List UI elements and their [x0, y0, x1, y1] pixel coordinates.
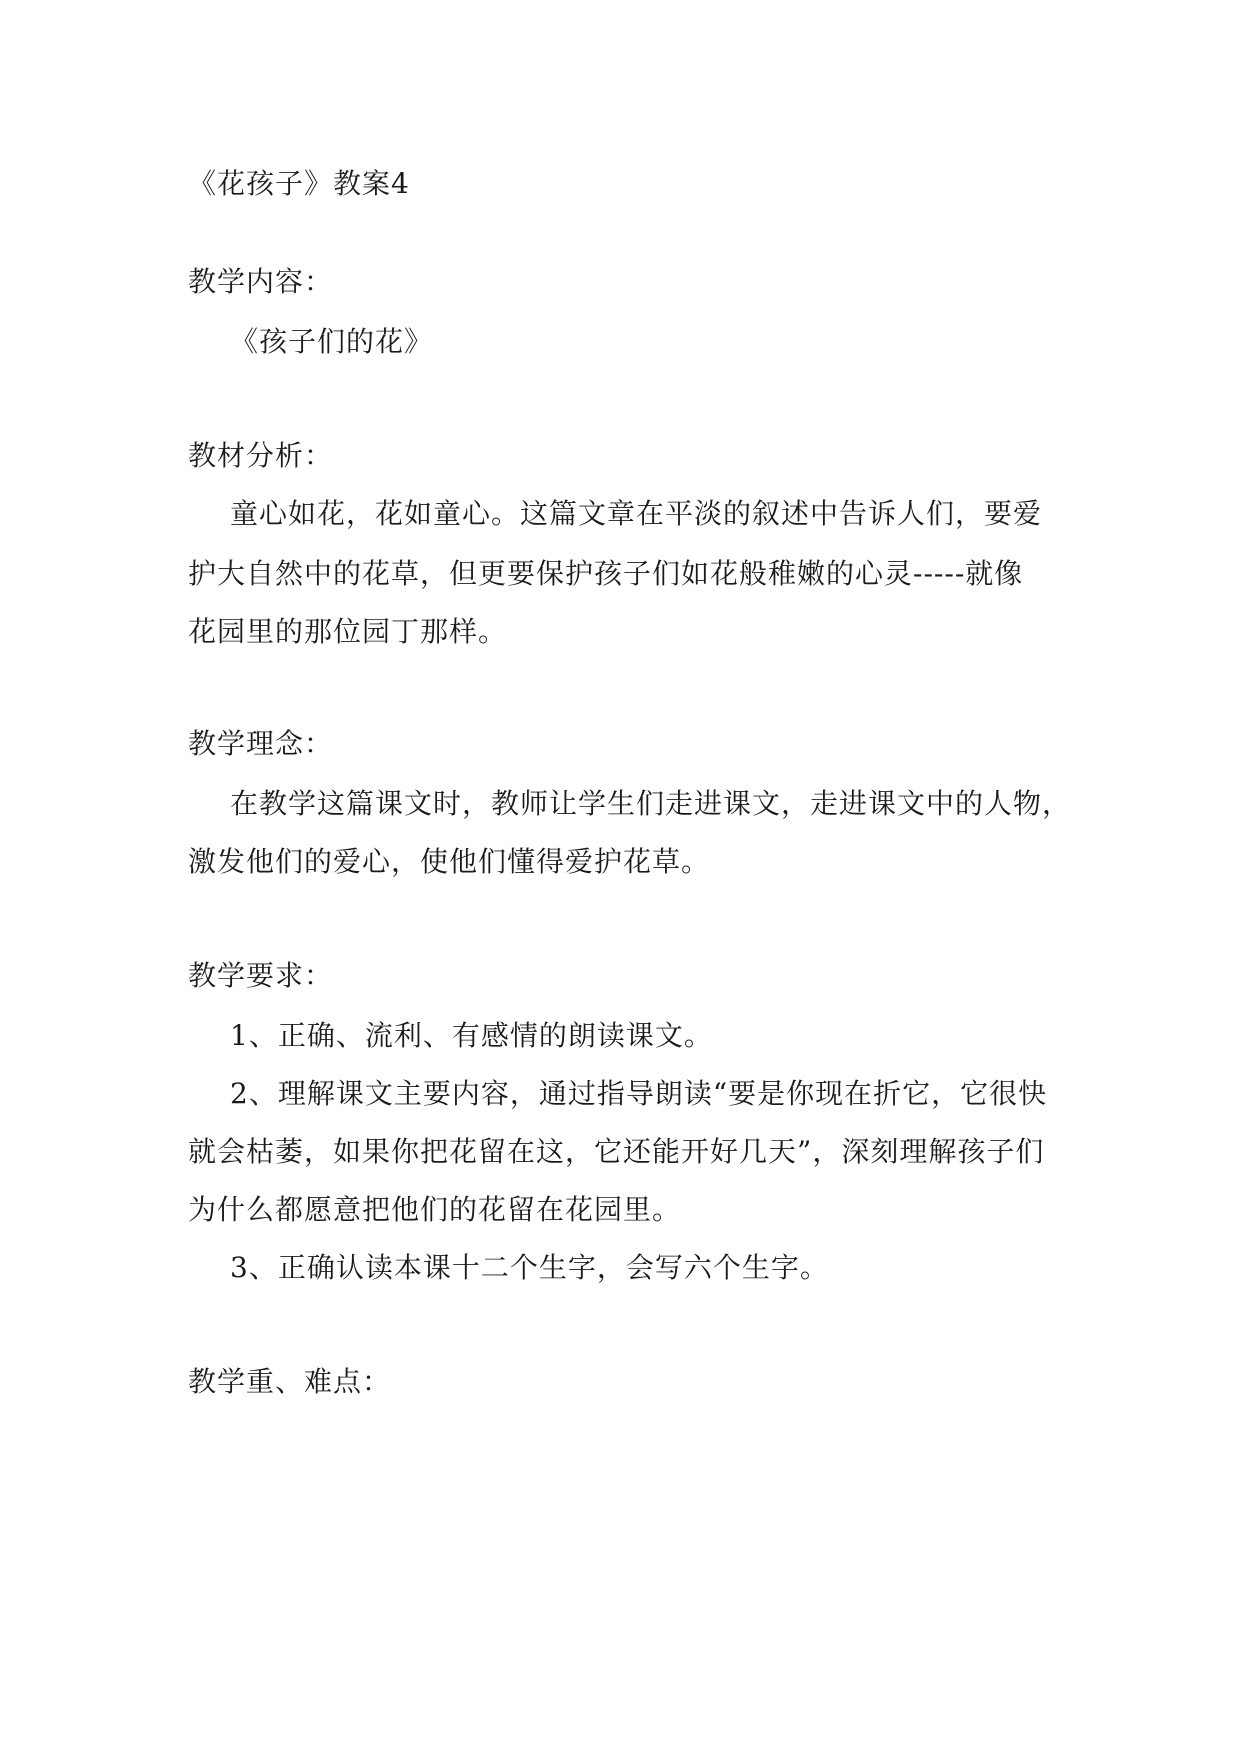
section-heading-analysis: 教材分析： [188, 439, 334, 472]
content-text: 《孩子们的花》 [230, 325, 434, 358]
section-heading-requirements: 教学要求： [188, 959, 334, 992]
requirement-2-line-3: 为什么都愿意把他们的花留在花园里。 [188, 1193, 682, 1226]
analysis-line-2: 护大自然中的花草，但更要保护孩子们如花般稚嫩的心灵-----就像 [188, 557, 1024, 590]
requirement-2-line-1: 2、理解课文主要内容，通过指导朗读“要是你现在折它，它很快 [230, 1077, 1048, 1110]
requirement-1: 1、正确、流利、有感情的朗读课文。 [230, 1019, 713, 1052]
requirement-2-line-2: 就会枯萎，如果你把花留在这，它还能开好几天”，深刻理解孩子们 [188, 1135, 1045, 1168]
requirement-3: 3、正确认读本课十二个生字，会写六个生字。 [230, 1251, 829, 1284]
section-heading-key-points: 教学重、难点： [188, 1365, 392, 1398]
section-heading-philosophy: 教学理念： [188, 727, 334, 760]
analysis-line-3: 花园里的那位园丁那样。 [188, 615, 508, 648]
section-heading-content: 教学内容： [188, 265, 334, 298]
philosophy-line-1: 在教学这篇课文时，教师让学生们走进课文，走进课文中的人物， [230, 787, 1072, 820]
analysis-line-1: 童心如花，花如童心。这篇文章在平淡的叙述中告诉人们，要爱 [230, 497, 1043, 530]
document-title: 《花孩子》教案4 [188, 167, 410, 200]
philosophy-line-2: 激发他们的爱心，使他们懂得爱护花草。 [188, 845, 711, 878]
